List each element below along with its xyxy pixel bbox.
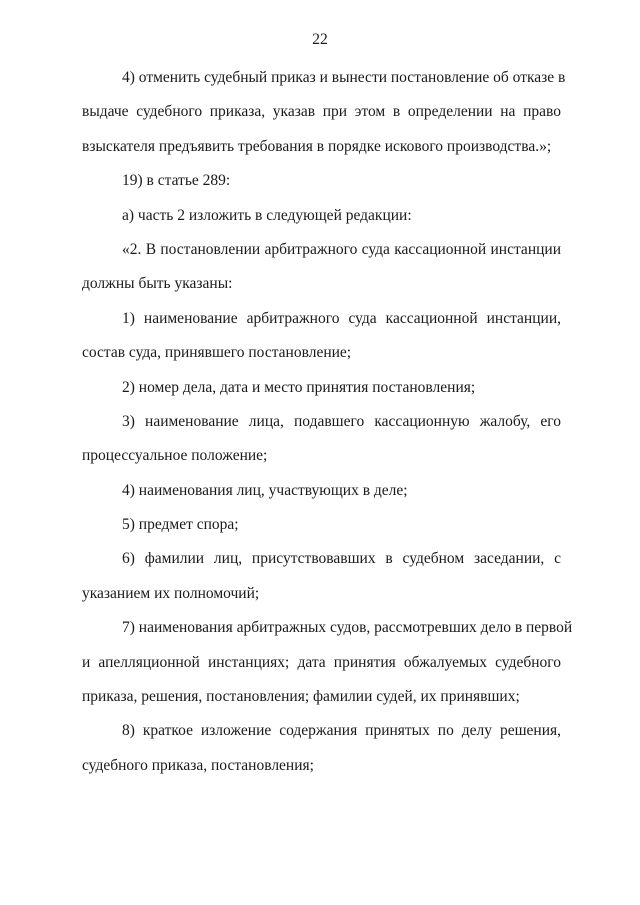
paragraph-item-4-cancel-order bbox=[82, 68, 566, 171]
page-number: 22 bbox=[312, 31, 328, 48]
text-line: 2) номер дела, дата и место принятия постановления; bbox=[122, 378, 476, 396]
paragraph-point-1 bbox=[82, 309, 561, 378]
text-line: процессуальное положение; bbox=[82, 447, 268, 465]
text-line: 8) краткое изложение содержания принятых по делу решения, bbox=[122, 722, 561, 740]
paragraph-part-2 bbox=[82, 240, 561, 309]
paragraph-point-8 bbox=[82, 721, 561, 790]
text-line: а) часть 2 изложить в следующей редакции: bbox=[122, 206, 412, 224]
text-line: приказа, решения, постановления; фамилии судей, их принявших; bbox=[82, 688, 520, 706]
text-line: 19) в статье 289: bbox=[122, 172, 231, 190]
text-line: 1) наименование арбитражного суда кассационной инстанции, bbox=[122, 309, 561, 327]
text-line: «2. В постановлении арбитражного суда кассационной инстанции bbox=[122, 240, 561, 258]
text-line: 7) наименования арбитражных судов, рассмотревших дело в первой bbox=[122, 619, 573, 637]
text-line: взыскателя предъявить требования в порядке искового производства.»; bbox=[82, 137, 552, 155]
paragraph-point-3 bbox=[82, 412, 561, 481]
document-body bbox=[82, 68, 573, 790]
text-line: состав суда, принявшего постановление; bbox=[82, 344, 352, 362]
text-line: указанием их полномочий; bbox=[82, 584, 260, 602]
text-line: 6) фамилии лиц, присутствовавших в судебном заседании, с bbox=[122, 550, 561, 568]
paragraph-point-7 bbox=[82, 618, 573, 721]
text-line: 4) наименования лиц, участвующих в деле; bbox=[122, 481, 408, 499]
text-line: 5) предмет спора; bbox=[122, 516, 239, 534]
text-line: и апелляционной инстанциях; дата принятия обжалуемых судебного bbox=[82, 653, 561, 671]
text-line: выдаче судебного приказа, указав при этом в определении на право bbox=[82, 103, 561, 121]
text-line: должны быть указаны: bbox=[82, 275, 233, 293]
text-line: 4) отменить судебный приказ и вынести постановление об отказе в bbox=[122, 69, 566, 86]
text-line: 3) наименование лица, подавшего кассационную жалобу, его bbox=[122, 412, 561, 430]
paragraph-point-2 bbox=[82, 378, 561, 412]
paragraph-sub-a bbox=[82, 206, 561, 240]
paragraph-point-6 bbox=[82, 549, 561, 618]
paragraph-point-5 bbox=[82, 515, 561, 549]
text-line: судебного приказа, постановления; bbox=[82, 756, 314, 774]
paragraph-point-4 bbox=[82, 481, 561, 515]
paragraph-item-19 bbox=[82, 171, 561, 205]
